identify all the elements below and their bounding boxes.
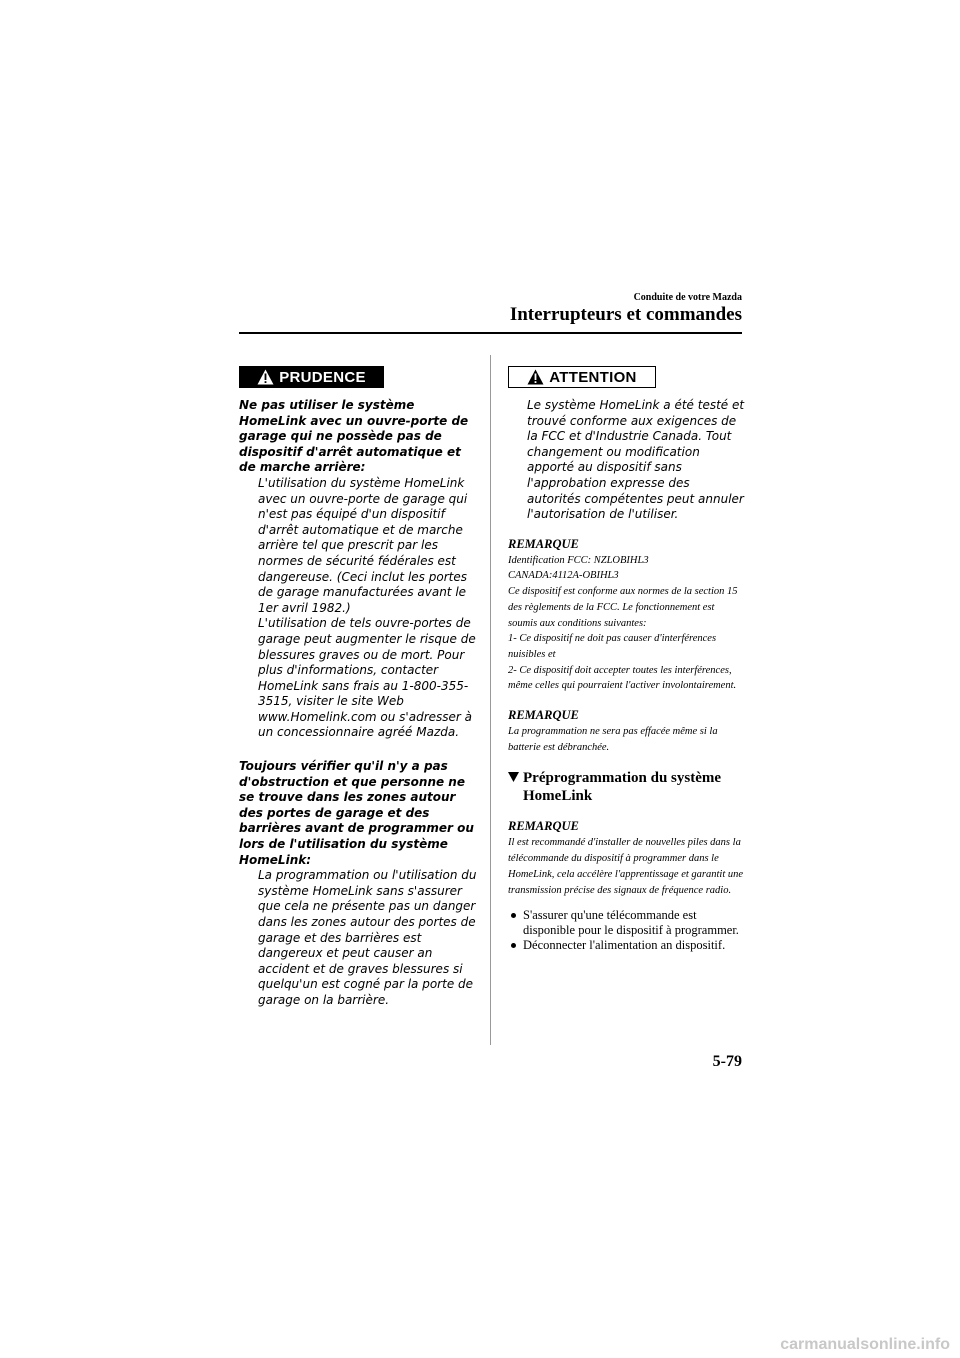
subheading-preprogramming xyxy=(508,769,746,805)
list-item: S'assurer qu'une télécommande est disponible pour le dispositif à programmer. xyxy=(508,908,746,938)
note-2-text: La programmation ne sera pas effacée même si la batterie est débranchée. xyxy=(508,726,718,753)
warning-body-2: La programmation ou l'utilisation du système HomeLink sans s'assurer que cela ne présente pas un danger dans les zones autour des portes de garage et des barrières est dangereux et peut causer an accident et de graves blessures si quelqu'un est cogné par la porte de garage on la barrière. xyxy=(258,868,477,1007)
prudence-badge xyxy=(239,366,384,388)
note-label-3: REMARQUE xyxy=(508,819,579,834)
attention-body: Le système HomeLink a été testé et trouvé conforme aux exigences de la FCC et d'Industrie Canada. Tout changement ou modification apporté au dispositif sans l'approbation expresse des autorités compétentes peut annuler l'autorisation de l'utiliser. xyxy=(527,398,745,522)
column-divider xyxy=(490,355,491,1045)
page-title: Interrupteurs et commandes xyxy=(509,304,742,325)
watermark-text: carmanualsonline.info xyxy=(780,1336,950,1353)
warning-triangle-icon xyxy=(527,369,544,385)
section-header: Conduite de votre Mazda xyxy=(633,292,742,303)
bullet-list xyxy=(508,908,746,953)
note-1-line: Identification FCC: NZLOBIHL3 xyxy=(508,554,649,566)
attention-badge xyxy=(508,366,656,388)
warning-body-1b: L'utilisation de tels ouvre-portes de garage peut augmenter le risque de blessures graves ou de mort. Pour plus d'informations, contacter HomeLink sans frais au 1-800-355-3515, visiter le site Web www.Homelink.com ou s'adresser à un concessionnaire agréé Mazda. xyxy=(258,616,476,740)
right-column xyxy=(508,366,746,953)
note-label-1: REMARQUE xyxy=(508,536,579,551)
note-1-line: 2- Ce dispositif doit accepter toutes les interférences, même celles qui pourraient l'activer involontairement. xyxy=(508,664,737,692)
page-number: 5-79 xyxy=(712,1053,742,1070)
warning-triangle-icon xyxy=(257,369,274,385)
list-item: Déconnecter l'alimentation an dispositif. xyxy=(508,938,746,953)
warning-body-1a: L'utilisation du système HomeLink avec un ouvre-porte de garage qui n'est pas équipé d'un dispositif d'arrêt automatique et de marche arrière tel que prescrit par les normes de sécurité fédérales est dangereuse. (Ceci inclut les portes de garage manufacturées avant le 1er avril 1982.) xyxy=(258,475,468,615)
note-1-line: 1- Ce dispositif ne doit pas causer d'interférences nuisibles et xyxy=(508,633,717,660)
triangle-down-icon xyxy=(508,772,519,783)
note-1-line: CANADA:4112A-OBIHL3 xyxy=(508,570,619,582)
note-label-2: REMARQUE xyxy=(508,708,579,723)
header-divider xyxy=(239,332,742,334)
warning-lead-1: Ne pas utiliser le système HomeLink avec un ouvre-porte de garage qui ne possède pas de dispositif d'arrêt automatique et de marche arrière: xyxy=(239,398,469,475)
subheading-text: Préprogrammation du système HomeLink xyxy=(523,770,722,805)
note-1-line: Ce dispositif est conforme aux normes de la section 15 des règlements de la FCC. Le fonctionnement est soumis aux conditions suivantes: xyxy=(508,586,738,629)
note-3-text: Il est recommandé d'installer de nouvelles piles dans la télécommande du dispositif à programmer dans le HomeLink, cela accélère l'apprentissage et garantit une transmission précise des signaux de fréquence radio. xyxy=(508,837,744,896)
attention-label: ATTENTION xyxy=(549,368,637,386)
warning-lead-2: Toujours vérifier qu'il n'y a pas d'obstruction et que personne ne se trouve dans les zones autour des portes de garage et des barrières avant de programmer ou lors de l'utilisation du système HomeLink: xyxy=(239,759,474,867)
left-column xyxy=(239,366,479,1009)
prudence-label: PRUDENCE xyxy=(279,368,366,386)
